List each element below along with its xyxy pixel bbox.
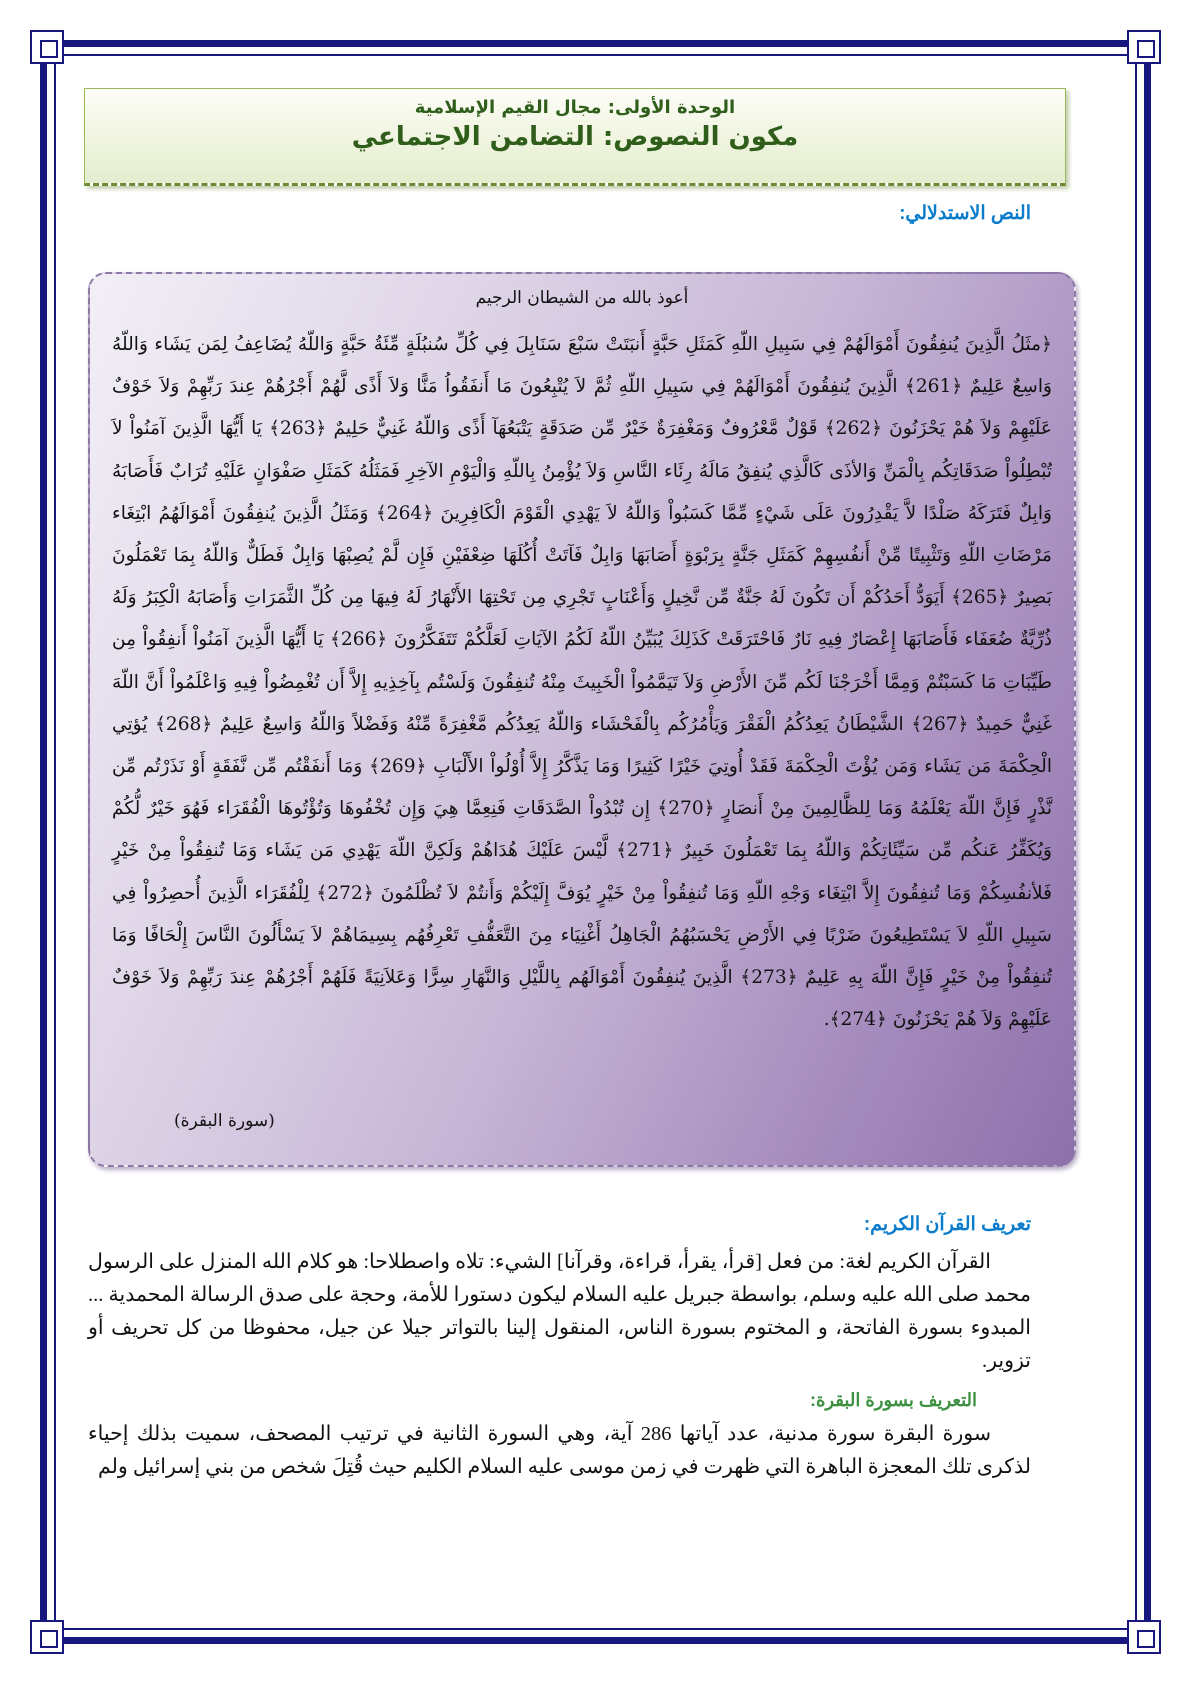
section-heading-text: النص الاستدلالي:	[899, 203, 1031, 224]
quran-verses: ﴿مثَلُ الَّذِينَ يُنفِقُونَ أَمْوَالَهُمْ فِي سَبِيلِ اللّهِ كَمَثَلِ حَبَّةٍ أَنبَتَتْ سَبْعَ سَنَابِلَ فِي كُلِّ سُنبُلَةٍ مِّئَةُ حَبَّةٍ وَاللّهُ يُضَاعِفُ لِمَن يَشَاء وَاللّهُ وَاسِعٌ عَلِيمٌ ﴿261﴾ الَّذِينَ يُنفِقُونَ أَمْوَالَهُمْ فِي سَبِيلِ اللّهِ ثُمَّ لاَ يُتْبِعُونَ مَا أَنفَقُواُ مَنًّا وَلاَ أَذًى لَّهُمْ أَجْرُهُمْ عِندَ رَبِّهِمْ وَلاَ خَوْفٌ عَلَيْهِمْ وَلاَ هُمْ يَحْزَنُونَ ﴿262﴾ قَوْلٌ مَّعْرُوفٌ وَمَغْفِرَةٌ خَيْرٌ مِّن صَدَقَةٍ يَتْبَعُهَآ أَذًى وَاللّهُ غَنِيٌّ حَلِيمٌ ﴿263﴾ يَا أَيُّهَا الَّذِينَ آمَنُواْ لاَ تُبْطِلُواْ صَدَقَاتِكُم بِالْمَنِّ وَالأذَى كَالَّذِي يُنفِقُ مَالَهُ رِئَاء النَّاسِ وَلاَ يُؤْمِنُ بِاللّهِ وَالْيَوْمِ الآخِرِ فَمَثَلُهُ كَمَثَلِ صَفْوَانٍ عَلَيْهِ تُرَابٌ فَأَصَابَهُ وَابِلٌ فَتَرَكَهُ صَلْدًا لاَّ يَقْدِرُونَ عَلَى شَيْءٍ مِّمَّا كَسَبُواْ وَاللّهُ لاَ يَهْدِي الْقَوْمَ الْكَافِرِينَ ﴿264﴾ وَمَثَلُ الَّذِينَ يُنفِقُونَ أَمْوَالَهُمُ ابْتِغَاء مَرْضَاتِ اللّهِ وَتَثْبِيتًا مِّنْ أَنفُسِهِمْ كَمَثَلِ جَنَّةٍ بِرَبْوَةٍ أَصَابَهَا وَابِلٌ فَآتَتْ أُكُلَهَا ضِعْفَيْنِ فَإِن لَّمْ يُصِبْهَا وَابِلٌ فَطَلٌّ وَاللّهُ بِمَا تَعْمَلُونَ بَصِيرٌ ﴿265﴾ أَيَوَدُّ أَحَدُكُمْ أَن تَكُونَ لَهُ جَنَّةٌ مِّن نَّخِيلٍ وَأَعْنَابٍ تَجْرِي مِن تَحْتِهَا الأَنْهَارُ لَهُ فِيهَا مِن كُلِّ الثَّمَرَاتِ وَأَصَابَهُ الْكِبَرُ وَلَهُ ذُرِّيَّةٌ ضُعَفَاء فَأَصَابَهَا إِعْصَارٌ فِيهِ نَارٌ فَاحْتَرَقَتْ كَذَلِكَ يُبَيِّنُ اللّهُ لَكُمُ الآيَاتِ لَعَلَّكُمْ تَتَفَكَّرُونَ ﴿266﴾ يَا أَيُّهَا الَّذِينَ آمَنُواْ أَنفِقُواْ مِن طَيِّبَاتِ مَا كَسَبْتُمْ وَمِمَّا أَخْرَجْنَا لَكُم مِّنَ الأَرْضِ وَلاَ تَيَمَّمُواْ الْخَبِيثَ مِنْهُ تُنفِقُونَ وَلَسْتُم بِآخِذِيهِ إِلاَّ أَن تُغْمِضُواْ فِيهِ وَاعْلَمُواْ أَنَّ اللّهَ غَنِيٌّ حَمِيدٌ ﴿267﴾ الشَّيْطَانُ يَعِدُكُمُ الْفَقْرَ وَيَأْمُرُكُم بِالْفَحْشَاء وَاللّهُ يَعِدُكُم مَّغْفِرَةً مِّنْهُ وَفَضْلاً وَاللّهُ وَاسِعٌ عَلِيمٌ ﴿268﴾ يُؤتِي الْحِكْمَةَ مَن يَشَاء وَمَن يُؤْتَ الْحِكْمَةَ فَقَدْ أُوتِيَ خَيْرًا كَثِيرًا وَمَا يَذَّكَّرُ إِلاَّ أُوْلُواْ الأَلْبَابِ ﴿269﴾ وَمَا أَنفَقْتُم مِّن نَّفَقَةٍ أَوْ نَذَرْتُم مِّن نَّذْرٍ فَإِنَّ اللّهَ يَعْلَمُهُ وَمَا لِلظَّالِمِينَ مِنْ أَنصَارٍ ﴿270﴾ إِن تُبْدُواْ الصَّدَقَاتِ فَنِعِمَّا هِيَ وَإِن تُخْفُوهَا وَتُؤْتُوهَا الْفُقَرَاء فَهُوَ خَيْرٌ لُّكُمْ وَيُكَفِّرُ عَنكُم مِّن سَيِّئَاتِكُمْ وَاللّهُ بِمَا تَعْمَلُونَ خَبِيرٌ ﴿271﴾ لَّيْسَ عَلَيْكَ هُدَاهُمْ وَلَكِنَّ اللّهَ يَهْدِي مَن يَشَاء وَمَا تُنفِقُواْ مِنْ خَيْرٍ فَلأنفُسِكُمْ وَمَا تُنفِقُونَ إِلاَّ ابْتِغَاء وَجْهِ اللّهِ وَمَا تُنفِقُواْ مِنْ خَيْرٍ يُوَفَّ إِلَيْكُمْ وَأَنتُمْ لاَ تُظْلَمُونَ ﴿272﴾ لِلْفُقَرَاء الَّذِينَ أُحصِرُواْ فِي سَبِيلِ اللّهِ لاَ يَسْتَطِيعُونَ ضَرْبًا فِي الأَرْضِ يَحْسَبُهُمُ الْجَاهِلُ أَغْنِيَاء مِنَ التَّعَفُّفِ تَعْرِفُهُم بِسِيمَاهُمْ لاَ يَسْأَلُونَ النَّاسَ إِلْحَافًا وَمَا تُنفِقُواْ مِنْ خَيْرٍ فَإِنَّ اللّهَ بِهِ عَلِيمٌ ﴿273﴾ الَّذِينَ يُنفِقُونَ أَمْوَالَهُم بِاللَّيْلِ وَالنَّهَارِ سِرًّا وَعَلاَنِيَةً فَلَهُمْ أَجْرُهُمْ عِندَ رَبِّهِمْ وَلاَ خَوْفٌ عَلَيْهِمْ وَلاَ هُمْ يَحْزَنُونَ ﴿274﴾.	[112, 334, 1053, 1031]
quran-text-box	[88, 272, 1076, 1167]
definition-text: القرآن الكريم لغة: من فعل [قرأ، يقرأ، قراءة، وقرآنا] الشيء: تلاه واصطلاحا: هو كلام الله المنزل على الرسول محمد صلى الله عليه وسلم، بواسطة جبريل عليه السلام ليكون دستورا للأمة، وحجة على صدق الرسالة المحمدية ... المبدوء بسورة الفاتحة، و المختوم بسورة الناس، المنقول إلينا بالتواتر جيلا عن جيل، محفوظا من كل تحريف أو تزوير.	[88, 1251, 1031, 1372]
definition-heading: تعريف القرآن الكريم:	[863, 1214, 1031, 1235]
surah-reference: (سورة البقرة)	[174, 1111, 275, 1131]
unit-title: الوحدة الأولى: مجال القيم الإسلامية	[414, 97, 736, 118]
header-box	[84, 88, 1066, 186]
corner-ornament-top-left	[30, 30, 64, 64]
surah-paragraph	[88, 1418, 1031, 1484]
surah-heading: التعريف بسورة البقرة:	[809, 1390, 977, 1410]
definition-paragraph	[88, 1246, 1031, 1378]
component-title: مكون النصوص: التضامن الاجتماعي	[351, 122, 799, 152]
isti3adha: أعوذ بالله من الشيطان الرجيم	[475, 288, 689, 308]
corner-ornament-bottom-left	[30, 1620, 64, 1654]
corner-ornament-top-right	[1127, 30, 1161, 64]
surah-text: سورة البقرة سورة مدنية، عدد آياتها 286 آية، وهي السورة الثانية في ترتيب المصحف، سميت بذلك إحياء لذكرى تلك المعجزة الباهرة التي ظهرت في زمن موسى عليه السلام الكليم حيث قُتِلَ شخص من بني إسرائيل ولم	[88, 1423, 1031, 1478]
corner-ornament-bottom-right	[1127, 1620, 1161, 1654]
